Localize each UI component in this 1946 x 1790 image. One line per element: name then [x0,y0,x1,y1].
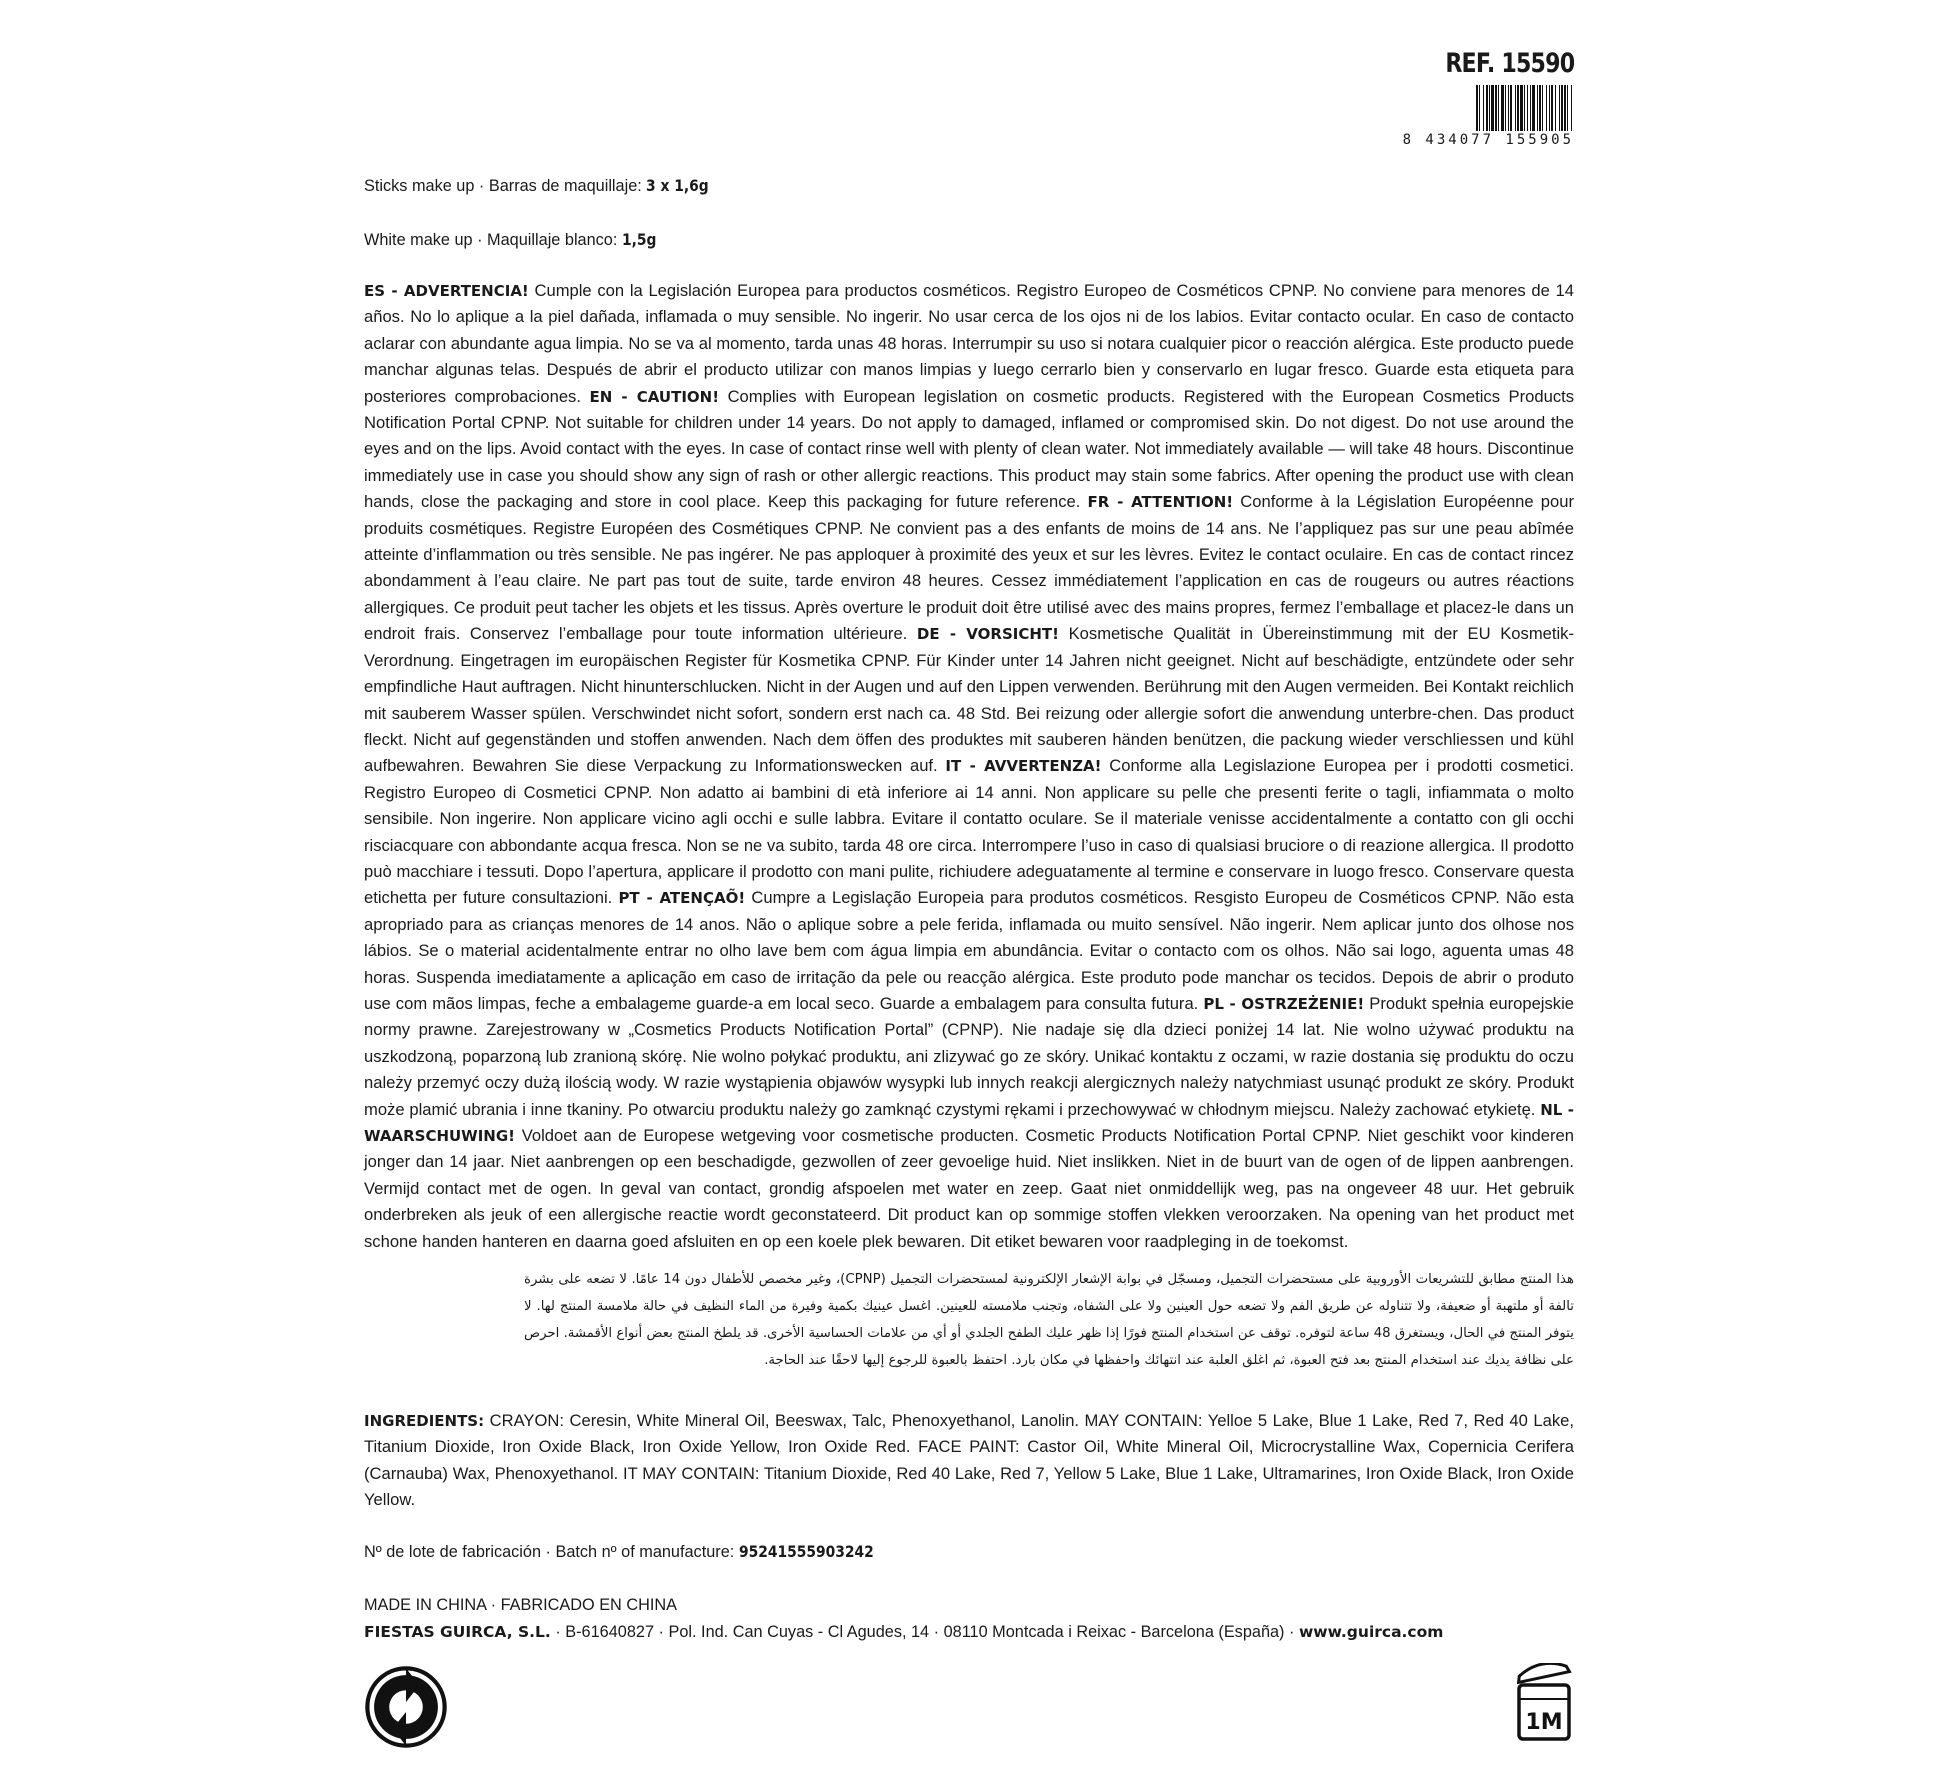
warning-heading-fr: FR - ATTENTION! [1087,493,1234,512]
white-makeup-label: White make up · Maquillaje blanco: [364,231,622,249]
warning-heading-en: EN - CAUTION! [589,387,720,406]
period-after-opening-icon [1514,1663,1574,1743]
sticks-label: Sticks make up · Barras de maquillaje: [364,177,647,195]
company-website: www.guirca.com [1298,1623,1444,1641]
sticks-value: 3 x 1,6g [646,176,709,195]
reference-block [1374,48,1574,148]
ingredients-list: CRAYON: Ceresin, White Mineral Oil, Beeswax, Talc, Phenoxyethanol, Lanolin. MAY CONTAIN: Yelloe 5 Lake, Blue 1 Lake, Red 7, Red 40 Lake, Titanium Dioxide, Iron Oxide Black, Iron Oxide Yellow, Iron Oxide Red. FACE PAINT: Castor Oil, White Mineral Oil, Microcrystalline Wax, Copernicia Cerifera (Carnauba) Wax, Phenoxyethanol. IT MAY CONTAIN: Titanium Dioxide, Red 40 Lake, Red 7, Yellow 5 Lake, Blue 1 Lake, Ultramarines, Iron Oxide Black, Iron Oxide Yellow. [364,1411,1574,1510]
warning-text-es: Cumple con la Legislación Europea para productos cosméticos. Registro Europeo de Cosméticos CPNP. No conviene para menores de 14 años. No lo aplique a la piel dañada, inflamada o muy sensible. No ingerir. No usar cerca de los ojos ni de los labios. Evitar contacto ocular. En caso de contacto aclarar con abundante agua limpia. No se va al momento, tarda unas 48 horas. Interrumpir su uso si notara cualquier picor o reacción alérgica. Este producto puede manchar algunas telas. Después de abrir el producto utilizar con manos limpias y luego cerrarlo bien y conservarlo en lugar fresco. Guarde esta etiqueta para posteriores comprobaciones. [364,281,1575,406]
batch-line [364,1542,897,1562]
arabic-warning: هذا المنتج مطابق للتشريعات الأوروبية على مستحضرات التجميل، ومسجّل في بوابة الإشعار الإلكترونية لمستحضرات التجميل (CPNP)، وغير مخصص للأطفال دون 14 عامًا. لا تضعه على بشرة تالفة أو ملتهبة أو ضعيفة، ولا تتناوله عن طريق الفم ولا تضعه حول العينين ولا على الشفاه، وتجنب ملامسته للعينين. اغسل عينيك بكمية وفيرة من الماء النظيف في حالة ملامسة المنتج لها. لا يتوفر المنتج في الحال، ويستغرق 48 ساعة لتوفره. توقف عن استخدام المنتج فورًا إذا ظهر عليك الطفح الجلدي أو أي من علامات الحساسية الأخرى. قد يلطخ المنتج بعض أنواع الأقمشة. احرص على نظافة يديك عند استخدام المنتج بعد فتح العبوة، ثم اغلق العلبة عند انتهائك واحفظها في مكان بارد. احتفظ بالعبوة للرجوع إليها لاحقًا عند الحاجة. [524,1272,1574,1368]
batch-label: Nº de lote de fabricación · Batch nº of manufacture: [364,1543,739,1561]
pao-label: 1M [1525,1710,1563,1735]
barcode-number: 8 434077 155905 [1402,132,1574,148]
warning-heading-nl: NL - WAARSCHUWING! [364,1100,1574,1145]
warning-text-pt: Cumpre a Legislação Europeia para produtos cosméticos. Resgisto Europeu de Cosméticos CPNP. Não esta apropriado para as crianças menores de 14 anos. Não o aplique sobre a pele ferida, inflamada ou muito sensível. Não ingerir. Nem aplicar junto dos olhose nos lábios. Se o material acidentalmente entrar no olho lave bem com água limpia em abundância. Evitar o contacto com os olhos. Não sai logo, aguenta umas 48 horas. Suspenda imediatamente a aplicação em caso de irritação da pele ou reacção alérgica. Este produto pode manchar os tecidos. Depois de abrir o produto use com mãos limpas, feche a embalageme guarde-a em local seco. Guarde a embalagem para consulta futura. [364,888,1574,1013]
warnings-text [364,278,1574,1255]
ingredients-text [364,1408,1574,1514]
ingredients-heading: INGREDIENTS: [364,1412,485,1430]
warning-heading-pl: PL - OSTRZEŻENIE! [1203,994,1365,1013]
white-makeup-line [364,230,662,250]
warning-heading-pt: PT - ATENÇAÕ! [618,889,746,908]
white-makeup-value: 1,5g [621,230,657,249]
barcode-bar [1572,85,1574,131]
warning-text-fr: Conforme à la Législation Européenne pour produits cosmétiques. Registre Européen des Cosmétiques CPNP. Ne convient pas a des enfants de moins de 14 ans. Ne l’appliquez pas sur une peau abîmée atteinte d’inflammation ou très sensible. Ne pas ingérer. Ne pas apploquer à proximité des yeux et sur les lèvres. Evitez le contact oculaire. En cas de contact rincez abondamment à l’eau claire. Ne part pas tout de suite, tarde environ 48 heures. Cessez immédiatement l’application en cas de rougeurs ou autres réactions allergiques. Ce produit peut tacher les objets et les tissus. Après overture le produit doit être utilisé avec des mains propres, fermez l’emballage et placez-le dans un endroit frais. Conservez l’emballage pour toute information ultérieure. [364,492,1575,644]
warning-text-nl: Voldoet aan de Europese wetgeving voor cosmetische producten. Cosmetic Products Notification Portal CPNP. Niet geschikt voor kinderen jonger dan 14 jaar. Niet aanbrengen op een beschadigde, gezwollen of zeer gevoelige huid. Niet inslikken. Niet in de buurt van de ogen of de lippen aanbrengen. Vermijd contact met de ogen. In geval van contact, grondig afspoelen met water en zeep. Gaat niet onmiddellijk weg, pas na ongeveer 48 uur. Het gebruik onderbreken als jeuk of een allergische reactie wordt geconstateerd. Dit product kan op sommige stoffen vlekken veroorzaken. Na opening van het product met schone handen hanteren en daarna goed afsluiten en op een koele plek bewaren. Dit etiket bewaren voor raadpleging in de toekomst. [364,1126,1574,1251]
warning-text-de: Kosmetische Qualität in Übereinstimmung mit der EU Kosmetik-Verordnung. Eingetragen im europäischen Register für Kosmetika CPNP. Für Kinder unter 14 Jahren nicht geeignet. Nicht auf beschädigte, entzündete oder sehr empfindliche Haut auftragen. Nicht hinunterschlucken. Nicht in der Augen und auf den Lippen verwenden. Berührung mit den Augen vermeiden. Bei Kontakt reichlich mit sauberem Wasser spülen. Verschwindet nicht sofort, sondern erst nach ca. 48 Std. Bei reizung oder allergie sofort die anwendung unterbre-chen. Das product fleckt. Nicht auf gegenständen und stoffen anwenden. Nach dem öffen des produktes mit sauberen händen benützen, die packung wieder verschliessen und kühl aufbewahren. Bewahren Sie diese Verpackung zu Informationswecken auf. [364,624,1574,776]
company-line [364,1623,1443,1642]
company-name: FIESTAS GUIRCA, S.L. [364,1623,551,1641]
warning-heading-it: IT - AVVERTENZA! [945,757,1102,776]
warning-text-pl: Produkt spełnia europejskie normy prawne. Zarejestrowany w „Cosmetics Products Notification Portal” (CPNP). Nie nadaje się dla dzieci poniżej 14 lat. Nie wolno używać produktu na uszkodzoną, poparzoną lub zranioną skórę. Nie wolno połykać produktu, ani zlizywać go ze skóry. Unikać kontaktu z oczami, w razie dostania się produktu do oczu należy przemyć oczy dużą ilością wody. W razie wystąpienia objawów wysypki lub innych reakcji alergicznych należy natychmiast usunąć produkt ze skóry. Produkt może plamić ubrania i inne tkaniny. Po otwarciu produktu należy go zamknąć czystymi rękami i przechowywać w chłodnym miejscu. Należy zachować etykietę. [364,993,1574,1119]
warning-text-it: Conforme alla Legislazione Europea per i prodotti cosmetici. Registro Europeo di Cosmetici CPNP. Non adatto ai bambini di età inferiore ai 14 anni. Non applicare su pelle che presenti ferite o tagli, infiammata o molto sensibile. Non ingerire. Non applicare vicino agli occhi e sulle labbra. Evitare il contatto oculare. Se il materiale venisse accidentalmente a contatto con gli occhi risciacquare con abbondante acqua fresca. Non se ne va subito, tarda 48 ore circa. Interrompere l’uso in caso di qualsiasi bruciore o di reazione allergica. Il prodotto può macchiare i tessuti. Dopo l’apertura, applicare il prodotto con mani pulite, richiudere adeguatamente al termine e conservare in luogo fresco. Conservare questa etichetta per future consultazioni. [364,756,1575,908]
warning-heading-es: ES - ADVERTENCIA! [364,282,529,300]
green-dot-recycle-icon [364,1665,448,1749]
company-address: · B-61640827 · Pol. Ind. Can Cuyas - Cl Agudes, 14 · 08110 Montcada i Reixac - Barcelona (España) · [550,1623,1299,1641]
reference-number: REF. 15590 [1445,48,1574,79]
sticks-line [364,176,720,196]
label-page [364,0,1574,1790]
batch-value: 95241555903242 [738,1542,874,1561]
made-in: MADE IN CHINA · FABRICADO EN CHINA [364,1596,677,1614]
warning-text-en: Complies with European legislation on cosmetic products. Registered with the European Cosmetics Products Notification Portal CPNP. Not suitable for children under 14 years. Do not apply to damaged, inflamed or compromised skin. Do not digest. Do not use around the eyes and on the lips. Avoid contact with the eyes. In case of contact rinse well with plenty of clean water. Not immediately available — will take 48 hours. Discontinue immediately use in case you should show any sign of rash or other allergic reactions. This product may stain some fabrics. After opening the product use with clean hands, close the packaging and store in cool place. Keep this packaging for future reference. [364,386,1575,512]
barcode-icon [1374,85,1574,131]
warning-heading-de: DE - VORSICHT! [916,625,1059,644]
